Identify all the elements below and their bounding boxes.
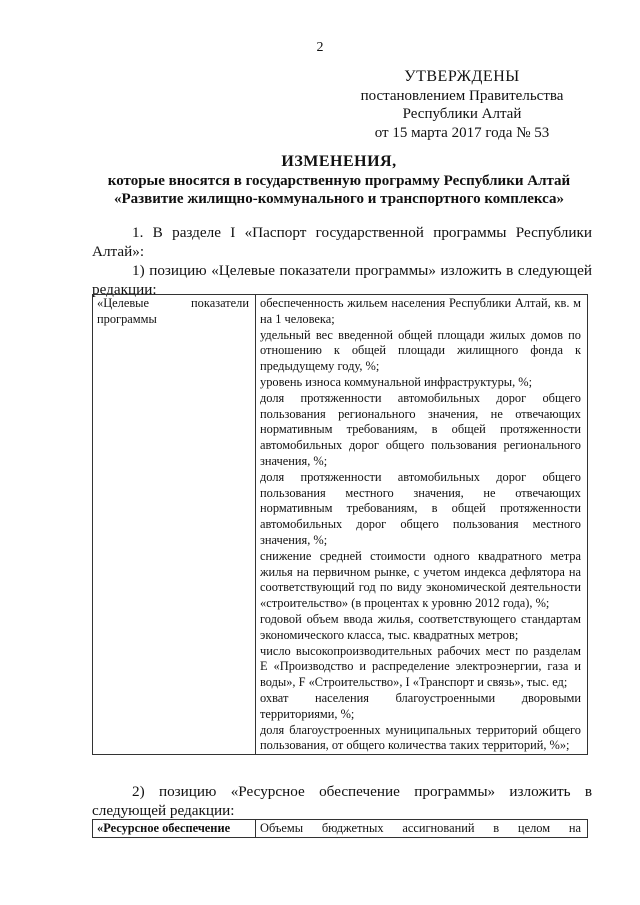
document-title [70,153,608,209]
title-main: ИЗМЕНЕНИЯ, [281,153,397,170]
approval-line-1: постановлением Правительства [360,87,564,104]
list-item: доля благоустроенных муниципальных территорий общего пользования, от общего количества таких территорий, %»; [260,722,581,753]
resource-content-cell [256,820,588,838]
paragraph-3: 2) позицию «Ресурсное обеспечение программы» изложить в следующей редакции: [92,783,592,819]
list-item: удельный вес введенной общей площади жилых домов по отношению к общей площади жилищного фонда к предыдущему году, %; [260,327,581,374]
table-content-cell [256,295,588,755]
table-label-cell [93,295,256,755]
list-item: обеспеченность жильем населения Республики Алтай, кв. м на 1 человека; [260,296,581,326]
title-line-3: «Развитие жилищно-коммунального и транспортного комплекса» [113,191,565,207]
resource-text: Объемы бюджетных ассигнований в целом на [260,821,581,835]
page-number: 2 [316,40,324,55]
approval-line-2: Республики Алтай [402,106,522,122]
approval-block [358,68,566,142]
target-indicators-table [92,294,588,755]
list-item: годовой объем ввода жилья, соответствующего стандартам экономического класса, тыс. квадратных метров; [260,611,581,642]
table-label: «Целевые показатели программы [97,296,249,326]
list-item: доля протяженности автомобильных дорог общего пользования местного значения, не отвечающих нормативным требованиям, в общей протяженности автомобильных дорог общего пользования местного значения, %; [260,469,581,547]
title-line-2: которые вносятся в государственную программу Республики Алтай [107,172,571,189]
list-item: доля протяженности автомобильных дорог общего пользования регионального значения, не отвечающих нормативным требованиям, в общей протяженности автомобильных дорог общего пользования регионального значения, %; [260,390,581,468]
paragraph-2: 1) позицию «Целевые показатели программы» изложить в следующей редакции: [92,262,592,298]
list-item: уровень износа коммунальной инфраструктуры, %; [260,374,533,389]
list-item: число высокопроизводительных рабочих мест по разделам E «Производство и распределение электроэнергии, газа и воды», F «Строительство», I «Транспорт и связь», тыс. ед; [260,643,581,690]
resource-table [92,819,588,838]
list-item: снижение средней стоимости одного квадратного метра жилья на первичном рынке, с учетом индекса дефлятора на соответствующий год по виду экономической деятельности «строительство» (в процентах к уровню 2012 года), %; [260,548,581,611]
approval-line-3: от 15 марта 2017 года № 53 [374,124,550,141]
approval-heading: УТВЕРЖДЕНЫ [404,68,520,85]
table-row [93,295,588,755]
list-item: охват населения благоустроенными дворовыми территориями, %; [260,690,581,721]
paragraph-1: 1. В разделе I «Паспорт государственной программы Республики Алтай»: [92,224,592,260]
table-row [93,820,588,838]
resource-label-cell: «Ресурсное обеспечение [93,820,256,838]
